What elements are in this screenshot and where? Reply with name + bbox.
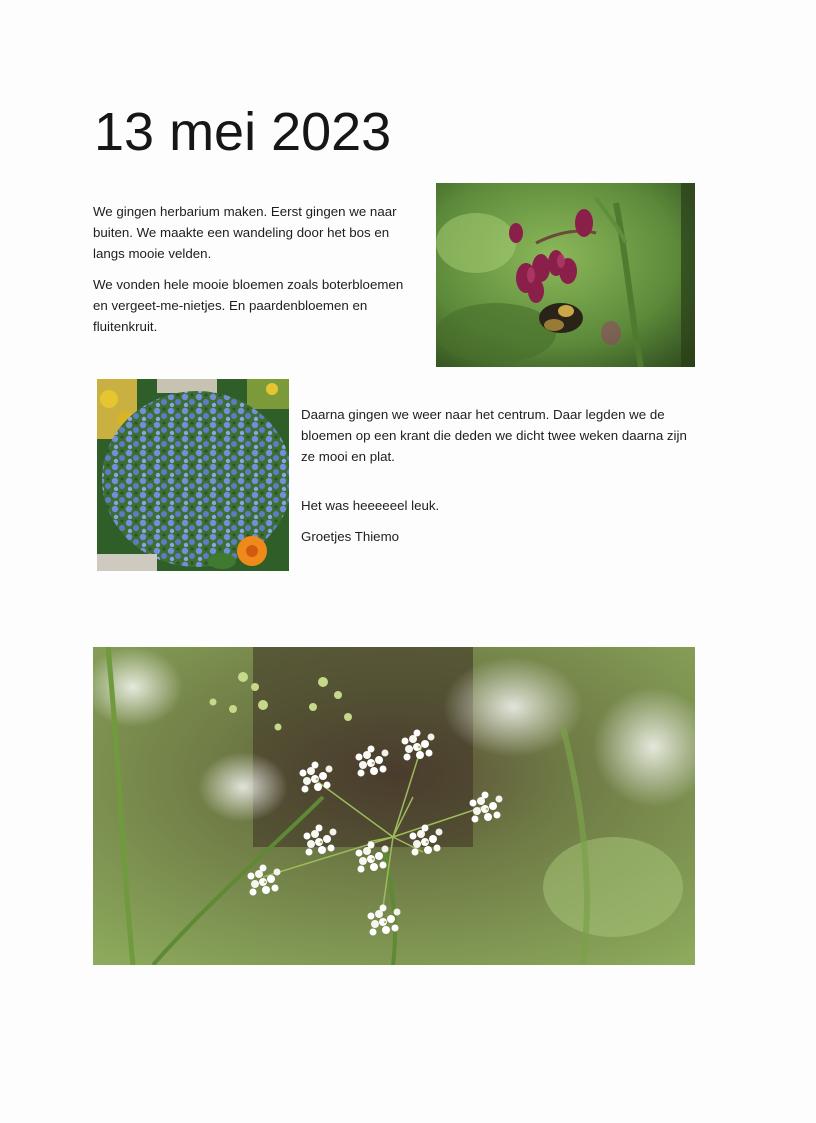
page-title: 13 mei 2023: [94, 102, 392, 162]
intro-text: [93, 201, 418, 347]
paragraph: We vonden hele mooie bloemen zoals boterbloemen en vergeet-me-nietjes. En paardenbloemen en fluitenkruit.: [93, 277, 404, 334]
paragraph: Het was heeeeeel leuk.: [301, 498, 440, 513]
closing-text: [301, 404, 701, 557]
paragraph: Daarna gingen we weer naar het centrum. Daar legden we de bloemen op een krant die deden we dicht twee weken daarna zijn ze mooi en plat.: [301, 407, 687, 464]
paragraph: We gingen herbarium maken. Eerst gingen we naar buiten. We maakte een wandeling door het bos en langs mooie velden.: [93, 204, 397, 261]
signature-line: Groetjes Thiemo: [301, 529, 400, 544]
cow-parsley-photo: [93, 647, 695, 965]
comfrey-bee-photo: [436, 183, 695, 367]
forget-me-not-photo: [97, 379, 289, 571]
